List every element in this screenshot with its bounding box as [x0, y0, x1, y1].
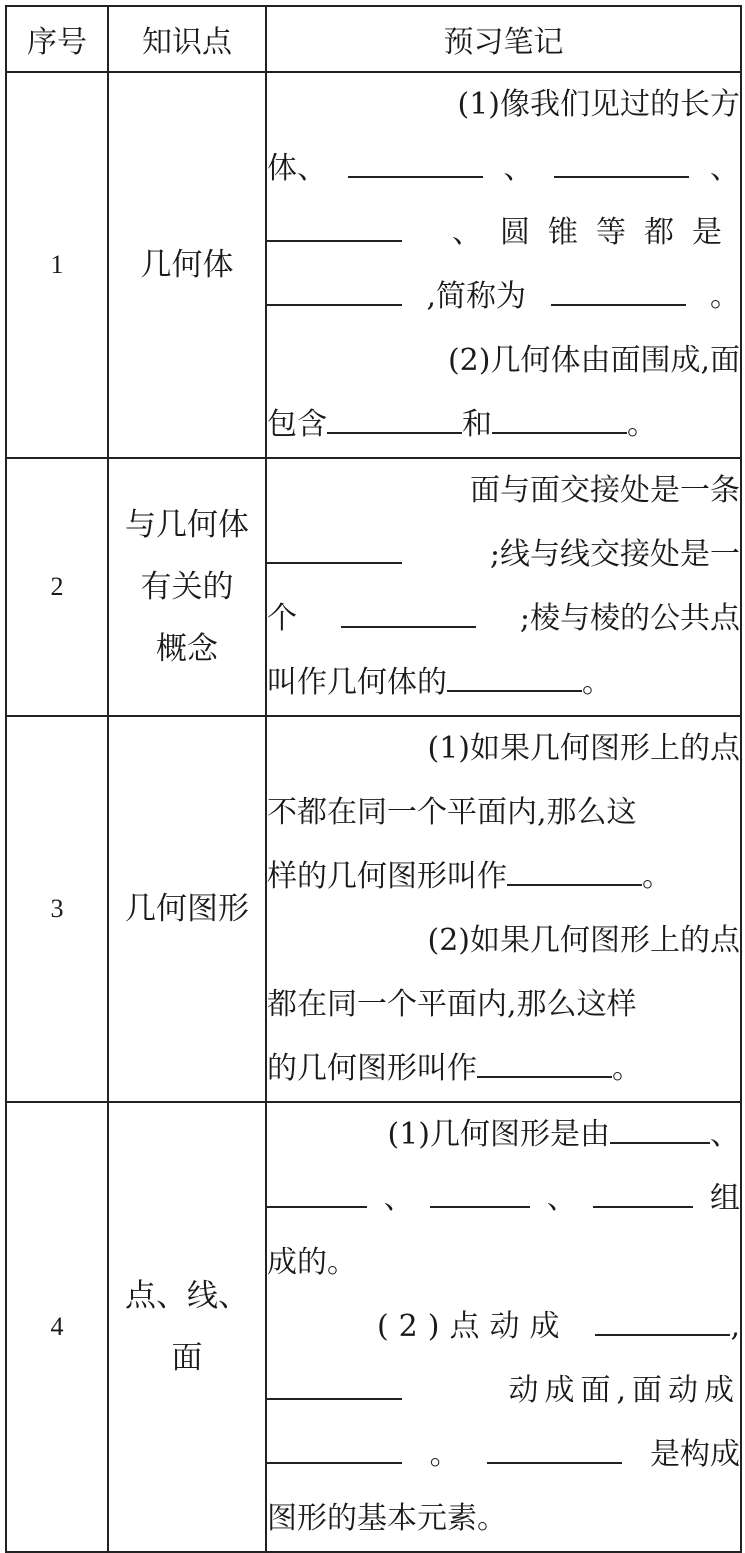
row-number: 2 — [6, 458, 108, 716]
note-text: 、圆锥等都是 — [452, 215, 740, 250]
note-text: 。 — [612, 1051, 642, 1086]
fill-blank[interactable] — [593, 1179, 693, 1208]
fill-blank[interactable] — [341, 599, 476, 628]
fill-blank[interactable] — [507, 857, 642, 886]
note-text: 都在同一个平面内,那么这样 — [267, 987, 637, 1022]
note-text: , — [730, 1309, 740, 1344]
fill-blank[interactable] — [267, 1371, 402, 1400]
note-text: 是构成 — [649, 1437, 740, 1472]
note-text: 、 — [503, 151, 534, 186]
fill-blank[interactable] — [477, 1049, 612, 1078]
note-text: 。 — [429, 1437, 460, 1472]
note-text: 。 — [582, 665, 612, 700]
fill-blank[interactable] — [554, 149, 689, 178]
note-text: 。 — [642, 859, 672, 894]
note-text: (2)如果几何图形上的点 — [427, 923, 740, 958]
notes-cell — [266, 458, 741, 716]
table-row — [6, 458, 741, 716]
knowledge-point — [108, 716, 266, 1102]
row-number: 1 — [6, 72, 108, 458]
notes-cell — [266, 1102, 741, 1552]
fill-blank[interactable] — [267, 213, 402, 242]
table-row — [6, 1102, 741, 1552]
header-preview-notes: 预习笔记 — [266, 6, 741, 72]
note-text: 动成面,面动成 — [508, 1373, 740, 1408]
notes-cell — [266, 716, 741, 1102]
table-row — [6, 72, 741, 458]
knowledge-point-line: 概念 — [156, 631, 218, 667]
note-text: 组 — [709, 1181, 740, 1216]
note-text: 不都在同一个平面内,那么这 — [267, 795, 637, 830]
row-number: 3 — [6, 716, 108, 1102]
header-index: 序号 — [6, 6, 108, 72]
note-text: 、 — [546, 1181, 577, 1216]
note-text: 图形的基本元素。 — [267, 1501, 507, 1536]
note-text: 、 — [383, 1181, 414, 1216]
knowledge-point-line: 几何图形 — [125, 891, 249, 927]
note-text: 、 — [710, 151, 740, 186]
note-text: 、 — [710, 1117, 740, 1152]
notes-cell — [266, 72, 741, 458]
note-text: (2)几何体由面围成,面 — [447, 343, 740, 378]
note-text: 成的。 — [267, 1245, 357, 1280]
knowledge-point-line: 与几何体 — [125, 507, 249, 543]
fill-blank[interactable] — [348, 149, 483, 178]
note-text: 体、 — [267, 151, 327, 186]
note-text: 面与面交接处是一条 — [470, 473, 740, 508]
note-text: 叫作几何体的 — [267, 665, 447, 700]
row-number: 4 — [6, 1102, 108, 1552]
knowledge-point-line: 点、线、 — [125, 1278, 249, 1314]
fill-blank[interactable] — [447, 663, 582, 692]
fill-blank[interactable] — [487, 1435, 622, 1464]
note-text: (2)点动成 — [376, 1309, 570, 1344]
knowledge-point-line: 几何体 — [140, 247, 234, 283]
fill-blank[interactable] — [267, 277, 402, 306]
knowledge-point — [108, 458, 266, 716]
table-row — [6, 716, 741, 1102]
note-text: ;棱与棱的公共点 — [519, 601, 740, 636]
note-text: 。 — [627, 407, 657, 442]
knowledge-point-line: 有关的 — [140, 569, 234, 605]
fill-blank[interactable] — [595, 1307, 730, 1336]
knowledge-point — [108, 72, 266, 458]
fill-blank[interactable] — [610, 1115, 710, 1144]
fill-blank[interactable] — [267, 1435, 402, 1464]
fill-blank[interactable] — [551, 277, 686, 306]
fill-blank[interactable] — [430, 1179, 530, 1208]
fill-blank[interactable] — [267, 535, 402, 564]
note-text: 包含 — [267, 407, 327, 442]
note-text: (1)如果几何图形上的点 — [427, 731, 740, 766]
note-text: 和 — [462, 407, 492, 442]
note-text: 样的几何图形叫作 — [267, 859, 507, 894]
note-text: 的几何图形叫作 — [267, 1051, 477, 1086]
note-text: (1)几何图形是由 — [387, 1117, 610, 1152]
knowledge-point — [108, 1102, 266, 1552]
note-text: 。 — [710, 279, 740, 314]
note-text: ;线与线交接处是一 — [489, 537, 740, 572]
table-header-row — [6, 6, 741, 72]
fill-blank[interactable] — [327, 405, 462, 434]
fill-blank[interactable] — [492, 405, 627, 434]
header-knowledge-point: 知识点 — [108, 6, 266, 72]
fill-blank[interactable] — [267, 1179, 367, 1208]
knowledge-point-line: 面 — [171, 1340, 203, 1376]
preview-notes-table — [5, 5, 742, 1553]
note-text: 个 — [267, 601, 297, 636]
note-text: (1)像我们见过的长方 — [457, 87, 740, 122]
note-text: ,简称为 — [426, 279, 527, 314]
